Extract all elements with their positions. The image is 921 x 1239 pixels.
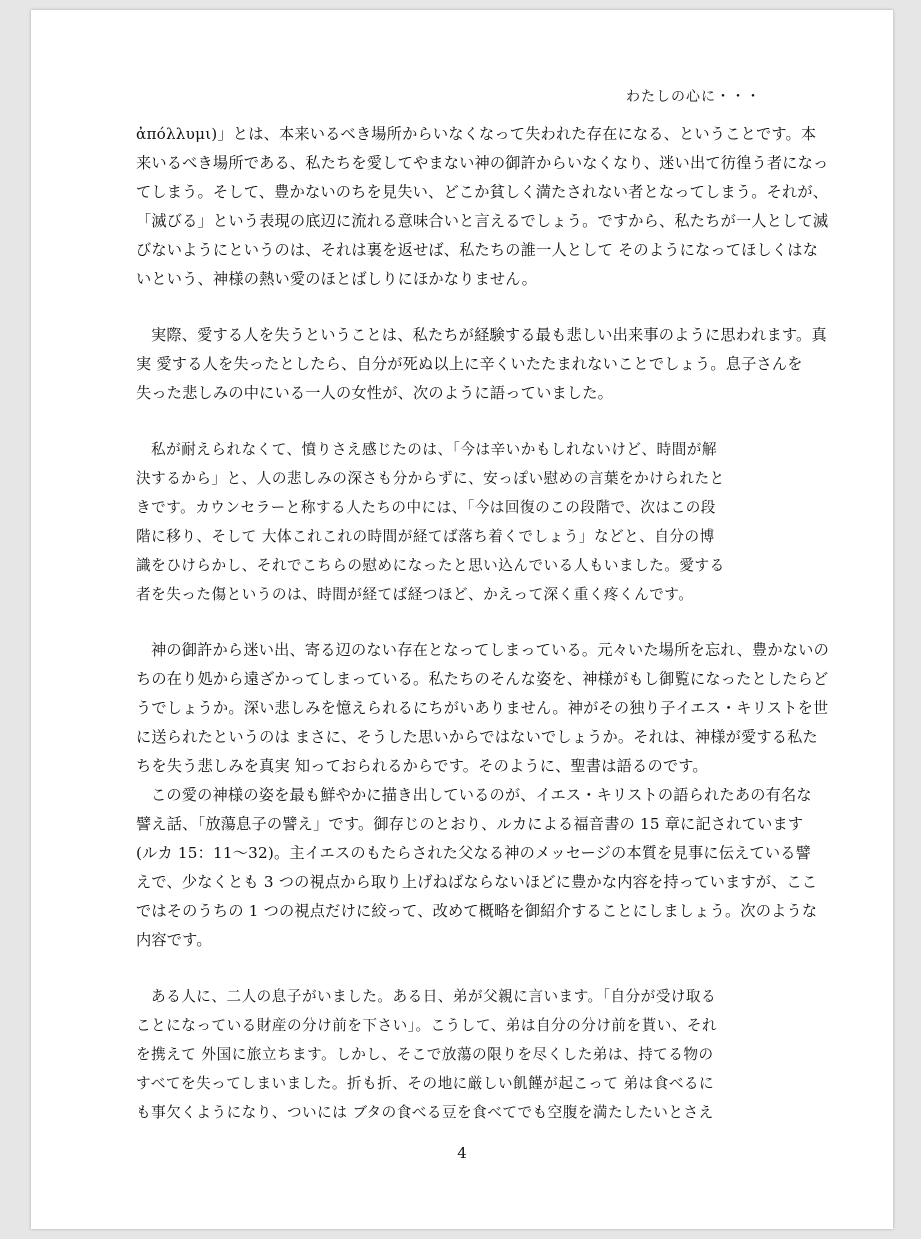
text-line: ἀπόλλυμι)」とは、本来いるべき場所からいなくなって失われた存在になる、ということです。本 (136, 125, 817, 143)
text-line: うでしょうか。深い悲しみを憶えられるにちがいありません。神がその独り子イエス・キリストを世 (136, 699, 829, 717)
text-line: ではそのうちの 1 つの視点だけに絞って、改めて概略を御紹介することにしましょう。次のような (136, 902, 818, 920)
document-body (136, 120, 829, 1127)
text-line: ちの在り処から遠ざかってしまっている。私たちのそんな姿を、神様がもし御覧になったとしたらど (136, 670, 829, 688)
document-page (31, 10, 893, 1229)
text-line: ちを失う悲しみを真実 知っておられるからです。そのように、聖書は語るのです。 (136, 757, 708, 775)
quote-line: も事欠くようになり、ついには ブタの食べる豆を食べてでも空腹を満たしたいとさえ (136, 1104, 714, 1121)
text-line: 実際、愛する人を失うということは、私たちが経験する最も悲しい出来事のように思われます。真 (151, 326, 827, 344)
paragraph-gods-sorrow (136, 636, 829, 955)
text-line: 譬え話、「放蕩息子の譬え」です。御存じのとおり、ルカによる福音書の 15 章に記されています (136, 815, 804, 833)
text-line: 失った悲しみの中にいる一人の女性が、次のように語っていました。 (136, 384, 614, 402)
quote-line: 者を失った傷というのは、時間が経てば経つほど、かえって深く重く疼くんです。 (136, 586, 694, 603)
text-line: この愛の神様の姿を最も鮮やかに描き出しているのが、イエス・キリストの語られたあの有名な (151, 786, 812, 804)
text-line: (ルカ 15：11〜32)。主イエスのもたらされた父なる神のメッセージの本質を見事に伝えている譬 (136, 844, 812, 862)
paragraph-apollumi (136, 120, 829, 294)
quote-line: ことになっている財産の分け前を下さい」。こうして、弟は自分の分け前を貰い、それ (136, 1017, 718, 1034)
quote-line: 決するから」と、人の悲しみの深さも分からずに、安っぽい慰めの言葉をかけられたと (136, 470, 725, 487)
text-line: 神の御許から迷い出、寄る辺のない存在となってしまっている。元々いた場所を忘れ、豊かないの (151, 641, 829, 659)
text-line: いという、神様の熱い愛のほとばしりにほかなりません。 (136, 270, 537, 288)
text-line: 来いるべき場所である、私たちを愛してやまない神の御許からいなくなり、迷い出て彷徨う者になっ (136, 154, 829, 172)
text-line: てしまう。そして、豊かないのちを見失い、どこか貧しく満たされない者となってしまう。それが、 (136, 183, 829, 201)
quote-line: ある人に、二人の息子がいました。ある日、弟が父親に言います。「自分が受け取る (151, 988, 717, 1005)
quote-line: すべてを失ってしまいました。折も折、その地に厳しい飢饉が起こって 弟は食べるに (136, 1075, 715, 1092)
text-line: 実 愛する人を失ったとしたら、自分が死ぬ以上に辛くいたたまれないことでしょう。息子さんを (136, 355, 803, 373)
text-line: 「滅びる」という表現の底辺に流れる意味合いと言えるでしょう。ですから、私たちが一人として滅 (136, 212, 829, 230)
text-line: えで、少なくとも 3 つの視点から取り上げねばならないほどに豊かな内容を持っていますが、ここ (136, 873, 818, 891)
paragraph-prodigal-son-story (136, 982, 798, 1127)
quote-line: を携えて 外国に旅立ちます。しかし、そこで放蕩の限りを尽くした弟は、持てる物の (136, 1046, 714, 1063)
paragraph-quote (136, 435, 798, 609)
paragraph-losing-loved-one (136, 321, 827, 408)
quote-line: 階に移り、そして 大体これこれの時間が経てば落ち着くでしょう」などと、自分の博 (136, 528, 715, 545)
quote-line: 私が耐えられなくて、憤りさえ感じたのは、「今は辛いかもしれないけど、時間が解 (151, 441, 717, 458)
page-number: 4 (457, 1144, 467, 1162)
text-line: に送られたというのは まさに、そうした思いからではないでしょうか。それは、神様が愛する私た (136, 728, 818, 746)
quote-line: きです。カウンセラーと称する人たちの中には、「今は回復のこの段階で、次はこの段 (136, 499, 716, 516)
text-line: びないようにというのは、それは裏を返せば、私たちの誰一人として そのようになってほしくはな (136, 241, 819, 259)
text-line: 内容です。 (136, 931, 212, 949)
quote-line: 識をひけらかし、それでこちらの慰めになったと思い込んでいる人もいました。愛する (136, 557, 725, 574)
running-header: わたしの心に・・・ (626, 89, 761, 105)
